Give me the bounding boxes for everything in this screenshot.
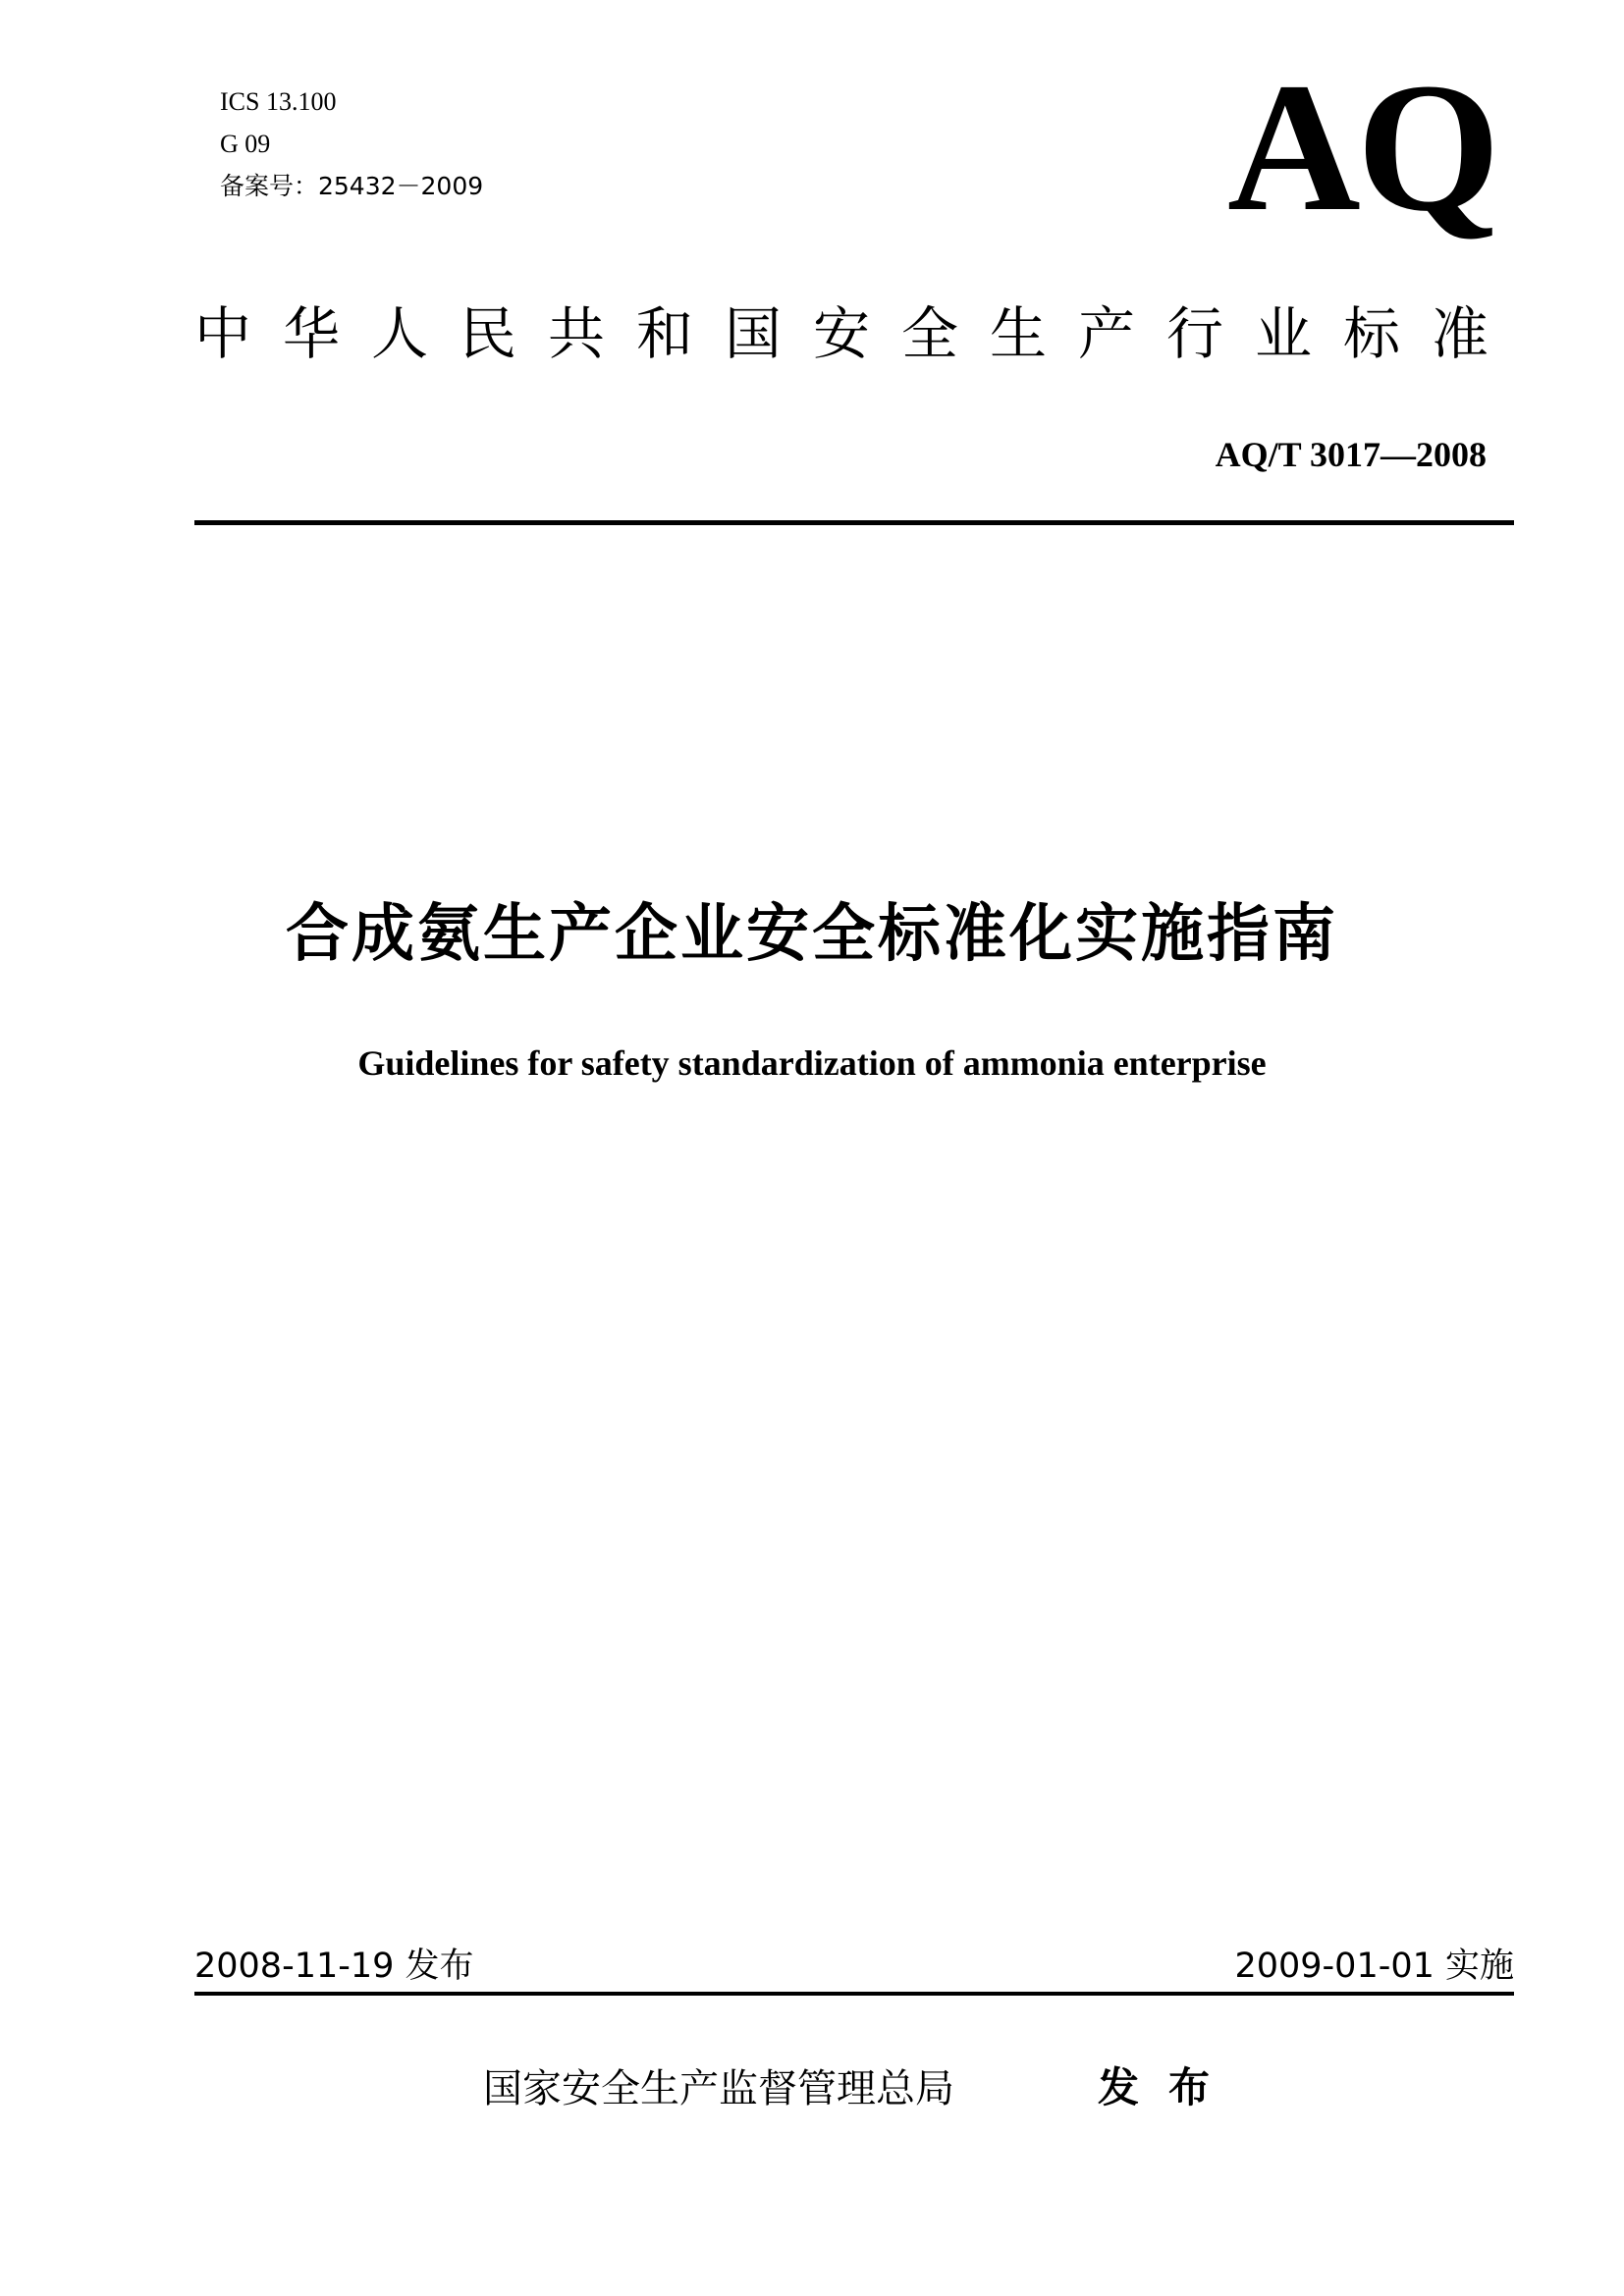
implementation-date: 2009-01-01 实施 xyxy=(1234,1947,1514,1986)
ics-code: ICS 13.100 xyxy=(220,87,337,116)
issuing-authority: 国家安全生产监督管理总局 xyxy=(483,2066,954,2111)
standard-code: AQ/T 3017—2008 xyxy=(1215,435,1487,474)
publish-label: 发布 xyxy=(1098,2063,1240,2111)
document-title-english: Guidelines for safety standardization of ammonia enterprise xyxy=(357,1043,1267,1083)
aq-logo: AQ xyxy=(1227,44,1496,249)
record-number: 备案号：25432－2009 xyxy=(220,172,484,200)
top-divider xyxy=(194,520,1514,525)
classification-block xyxy=(220,80,483,207)
standard-category-title: 中华人民共和国安全生产行业标准 xyxy=(194,300,1521,367)
bottom-divider xyxy=(194,1992,1514,1996)
ccs-code: G 09 xyxy=(220,130,271,158)
document-title-chinese: 合成氨生产企业安全标准化实施指南 xyxy=(286,898,1338,971)
issue-date: 2008-11-19 发布 xyxy=(194,1947,474,1986)
